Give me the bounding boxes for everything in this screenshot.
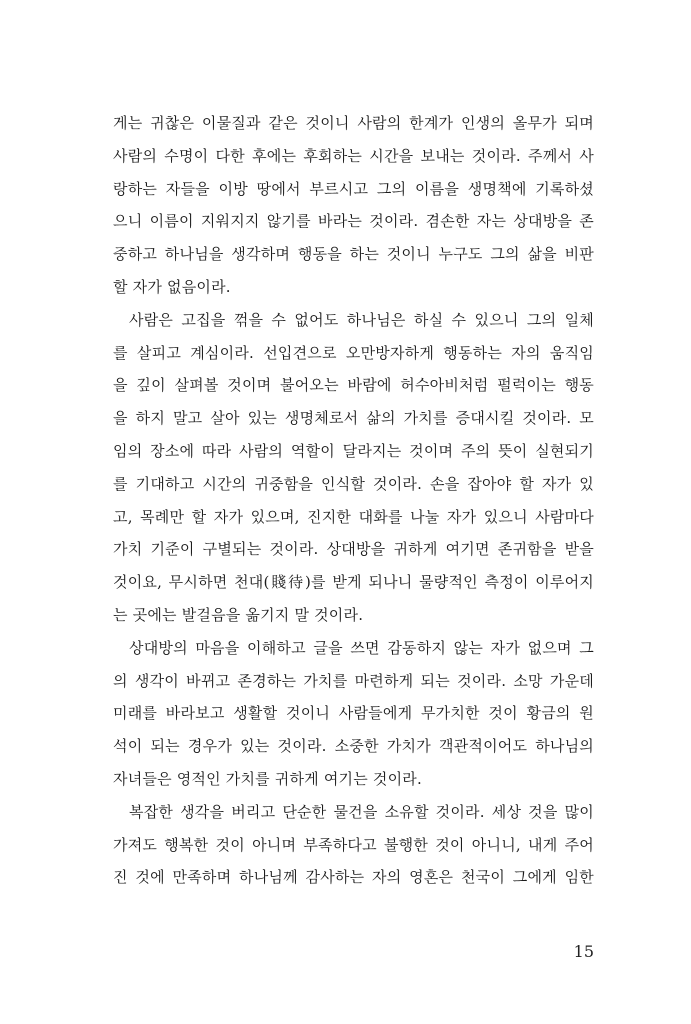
text-line: 를 기대하고 시간의 귀중함을 인식할 것이라. 손을 잡아야 할 자가 있: [113, 474, 594, 493]
paragraph: [113, 632, 594, 796]
text-line: 것이요, 무시하면 천대(賤待)를 받게 되나니 물량적인 측정이 이루어지: [113, 573, 594, 592]
text-line: 임의 장소에 따라 사람의 역할이 달라지는 것이며 주의 뜻이 실현되기: [113, 441, 594, 460]
text-line: 의 생각이 바뀌고 존경하는 가치를 마련하게 되는 것이라. 소망 가운데: [113, 671, 594, 690]
text-line: 으니 이름이 지워지지 않기를 바라는 것이라. 겸손한 자는 상대방을 존: [113, 212, 594, 231]
text-line: 석이 되는 경우가 있는 것이라. 소중한 가치가 객관적이어도 하나님의: [113, 737, 594, 756]
paragraph: [113, 107, 594, 304]
text-line: 상대방의 마음을 이해하고 글을 쓰면 감동하지 않는 자가 없으며 그: [129, 638, 594, 657]
text-line: 고, 목례만 할 자가 있으며, 진지한 대화를 나눌 자가 있으니 사람마다: [113, 507, 594, 526]
text-line: 를 살피고 계심이라. 선입견으로 오만방자하게 행동하는 자의 움직임: [113, 343, 594, 362]
text-line: 사람은 고집을 꺾을 수 없어도 하나님은 하실 수 있으니 그의 일체: [129, 310, 594, 329]
text-line: 게는 귀찮은 이물질과 같은 것이니 사람의 한계가 인생의 올무가 되며: [113, 114, 594, 132]
text-line: 미래를 바라보고 생활할 것이니 사람들에게 무가치한 것이 황금의 원: [113, 704, 594, 723]
page-number: 15: [573, 942, 594, 961]
text-line: 을 깊이 살펴볼 것이며 불어오는 바람에 허수아비처럼 펄럭이는 행동: [113, 376, 594, 395]
paragraph: [113, 304, 594, 632]
text-line: 가져도 행복한 것이 아니며 부족하다고 불행한 것이 아니니, 내게 주어: [113, 835, 594, 854]
text-line: 는 곳에는 발걸음을 옮기지 말 것이라.: [113, 605, 364, 624]
text-line: 랑하는 자들을 이방 땅에서 부르시고 그의 이름을 생명책에 기록하셨: [113, 179, 594, 198]
text-line: 진 것에 만족하며 하나님께 감사하는 자의 영혼은 천국이 그에게 임한: [113, 868, 594, 887]
text-line: 을 하지 말고 살아 있는 생명체로서 삶의 가치를 증대시킬 것이라. 모: [113, 409, 594, 428]
text-line: 사람의 수명이 다한 후에는 후회하는 시간을 보내는 것이라. 주께서 사: [113, 146, 594, 165]
text-line: 복잡한 생각을 버리고 단순한 물건을 소유할 것이라. 세상 것을 많이: [129, 802, 594, 821]
text-line: 가치 기준이 구별되는 것이라. 상대방을 귀하게 여기면 존귀함을 받을: [113, 540, 594, 559]
text-line: 할 자가 없음이라.: [113, 277, 231, 296]
text-line: 중하고 하나님을 생각하며 행동을 하는 것이니 누구도 그의 삶을 비판: [113, 245, 594, 264]
body-text: [113, 107, 594, 894]
paragraph: [113, 796, 594, 894]
text-line: 자녀들은 영적인 가치를 귀하게 여기는 것이라.: [113, 769, 422, 788]
